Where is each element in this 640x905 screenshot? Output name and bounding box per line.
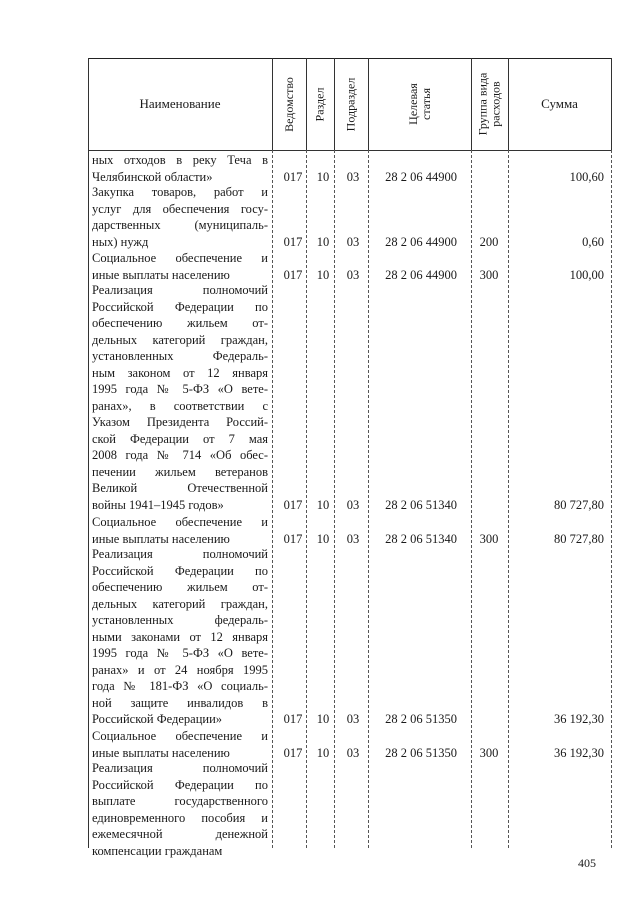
cell-vedomstvo: 017 <box>283 745 303 760</box>
row-name <box>92 728 268 761</box>
row-name-line: печении жильем ветеранов <box>92 464 268 479</box>
row-name-line: ных) нужд <box>92 234 149 249</box>
row-name <box>92 282 268 513</box>
row-name-line: ных отходов в реку Теча в <box>92 153 268 167</box>
cell-summa: 100,60 <box>569 169 604 184</box>
cell-vedomstvo: 017 <box>283 234 303 249</box>
cell-summa: 80 727,80 <box>554 531 604 546</box>
row-name-line: Социальное обеспечение и <box>92 729 268 743</box>
row-name-line: услуг для обеспечения госу- <box>92 201 268 216</box>
cell-razdel: 10 <box>316 712 330 726</box>
cell-vedomstvo: 017 <box>283 497 303 512</box>
row-name-line: ной защите инвалидов в <box>92 695 268 710</box>
row-name-line: установленных Федераль- <box>92 349 268 363</box>
row-name-line: дельных категорий граждан, <box>92 332 268 347</box>
cell-gruppa: 300 <box>479 267 499 282</box>
cell-celevaya: 28 2 06 51340 <box>385 497 457 512</box>
row-name-line: 2008 года № 714 «Об обес- <box>92 448 268 462</box>
cell-celevaya: 28 2 06 51350 <box>385 745 457 760</box>
cell-podrazdel: 03 <box>346 712 360 726</box>
header-vedomstvo <box>272 58 306 150</box>
column-border <box>508 150 509 848</box>
row-name-line: года № 181-ФЗ «О социаль- <box>92 679 268 693</box>
row-name <box>92 184 268 250</box>
row-name <box>92 760 268 859</box>
cell-podrazdel: 03 <box>346 745 360 760</box>
header-summa <box>508 58 611 150</box>
row-name-line: Челябинской области» <box>92 169 213 184</box>
row-name-line: дарственных (муниципаль- <box>92 218 268 232</box>
row-name-line: обеспечению жильем от- <box>92 580 268 594</box>
row-name-line: ным законом от 12 января <box>92 365 268 380</box>
column-border <box>471 150 472 848</box>
header-vedomstvo-label: Ведомство <box>281 76 296 132</box>
cell-gruppa: 300 <box>479 745 499 760</box>
row-name-line: ранах» и от 24 ноября 1995 <box>92 662 268 677</box>
cell-summa: 36 192,30 <box>554 745 604 760</box>
row-name-line: обеспечению жильем от- <box>92 316 268 330</box>
row-name-line: иные выплаты населению <box>92 267 230 282</box>
cell-razdel: 10 <box>316 267 330 282</box>
cell-razdel: 10 <box>316 234 330 249</box>
cell-razdel: 10 <box>316 169 330 184</box>
row-name-line: Реализация полномочий <box>92 283 268 297</box>
header-bottom-border <box>88 150 612 151</box>
cell-podrazdel: 03 <box>346 531 360 546</box>
column-border <box>306 150 307 848</box>
cell-razdel: 10 <box>316 745 330 760</box>
row-name <box>92 152 268 185</box>
cell-summa: 36 192,30 <box>554 712 604 726</box>
header-name <box>88 58 272 150</box>
row-name-line: ранах», в соответствии с <box>92 398 268 413</box>
row-name <box>92 250 268 283</box>
cell-celevaya: 28 2 06 51340 <box>385 531 457 546</box>
row-name-line: компенсации гражданам <box>92 843 223 858</box>
row-name-line: Реализация полномочий <box>92 547 268 561</box>
row-name-line: Закупка товаров, работ и <box>92 185 268 199</box>
row-name-line: Социальное обеспечение и <box>92 515 268 529</box>
header-celevaya-line1: Целевая <box>405 83 420 125</box>
cell-vedomstvo: 017 <box>283 712 303 726</box>
cell-gruppa: 300 <box>479 531 499 546</box>
row-name-line: единовременного пособия и <box>92 810 268 825</box>
row-name <box>92 514 268 547</box>
row-name-line: войны 1941–1945 годов» <box>92 497 224 512</box>
row-name-line: Реализация полномочий <box>92 761 268 775</box>
header-celevaya-label <box>406 83 432 125</box>
header-gruppa-label <box>477 73 503 136</box>
column-border <box>611 150 612 848</box>
row-name-line: 1995 года № 5-ФЗ «О вете- <box>92 646 268 660</box>
header-razdel <box>306 58 334 150</box>
header-celevaya-line2: статья <box>418 88 433 120</box>
row-name-line: иные выплаты населению <box>92 531 230 546</box>
cell-podrazdel: 03 <box>346 234 360 249</box>
row-name-line: иные выплаты населению <box>92 745 230 760</box>
header-name-label: Наименование <box>139 96 221 111</box>
column-border <box>368 150 369 848</box>
header-gruppa-line2: расходов <box>488 81 503 127</box>
cell-podrazdel: 03 <box>346 267 360 282</box>
cell-summa: 80 727,80 <box>554 497 604 512</box>
cell-celevaya: 28 2 06 44900 <box>385 234 457 249</box>
row-name-line: ежемесячной денежной <box>92 827 268 841</box>
cell-summa: 0,60 <box>582 234 604 249</box>
row-name-line: установленных федераль- <box>92 613 268 627</box>
cell-razdel: 10 <box>316 531 330 546</box>
row-name-line: Российской Федерации по <box>92 563 268 578</box>
cell-razdel: 10 <box>316 497 330 512</box>
row-name-line: дельных категорий граждан, <box>92 596 268 611</box>
cell-vedomstvo: 017 <box>283 169 303 184</box>
cell-summa: 100,00 <box>569 267 604 282</box>
cell-gruppa: 200 <box>479 234 499 249</box>
row-name-line: Социальное обеспечение и <box>92 251 268 265</box>
column-border <box>88 58 89 848</box>
header-razdel-label: Раздел <box>312 87 327 121</box>
row-name-line: выплате государственного <box>92 794 268 808</box>
row-name-line: Российской Федерации по <box>92 299 268 314</box>
cell-celevaya: 28 2 06 44900 <box>385 267 457 282</box>
row-name-line: Великой Отечественной <box>92 481 268 495</box>
header-summa-label: Сумма <box>541 96 578 111</box>
header-podrazdel <box>334 58 368 150</box>
page-number: 405 <box>578 856 596 870</box>
cell-podrazdel: 03 <box>346 497 360 512</box>
header-celevaya <box>368 58 471 150</box>
cell-celevaya: 28 2 06 44900 <box>385 169 457 184</box>
cell-celevaya: 28 2 06 51350 <box>385 712 457 726</box>
cell-vedomstvo: 017 <box>283 531 303 546</box>
row-name-line: Российской Федерации» <box>92 712 223 726</box>
column-border <box>611 58 612 150</box>
cell-podrazdel: 03 <box>346 169 360 184</box>
column-border <box>334 150 335 848</box>
column-border <box>272 150 273 848</box>
row-name-line: ными законами от 12 января <box>92 629 268 644</box>
row-name <box>92 546 268 728</box>
header-gruppa-line1: Группа вида <box>475 72 490 136</box>
row-name-line: 1995 года № 5-ФЗ «О вете- <box>92 382 268 396</box>
cell-vedomstvo: 017 <box>283 267 303 282</box>
header-podrazdel-label: Подраздел <box>343 77 358 131</box>
row-name-line: Российской Федерации по <box>92 777 268 792</box>
header-gruppa <box>471 58 508 150</box>
row-name-line: ской Федерации от 7 мая <box>92 431 268 446</box>
row-name-line: Указом Президента Россий- <box>92 415 268 429</box>
